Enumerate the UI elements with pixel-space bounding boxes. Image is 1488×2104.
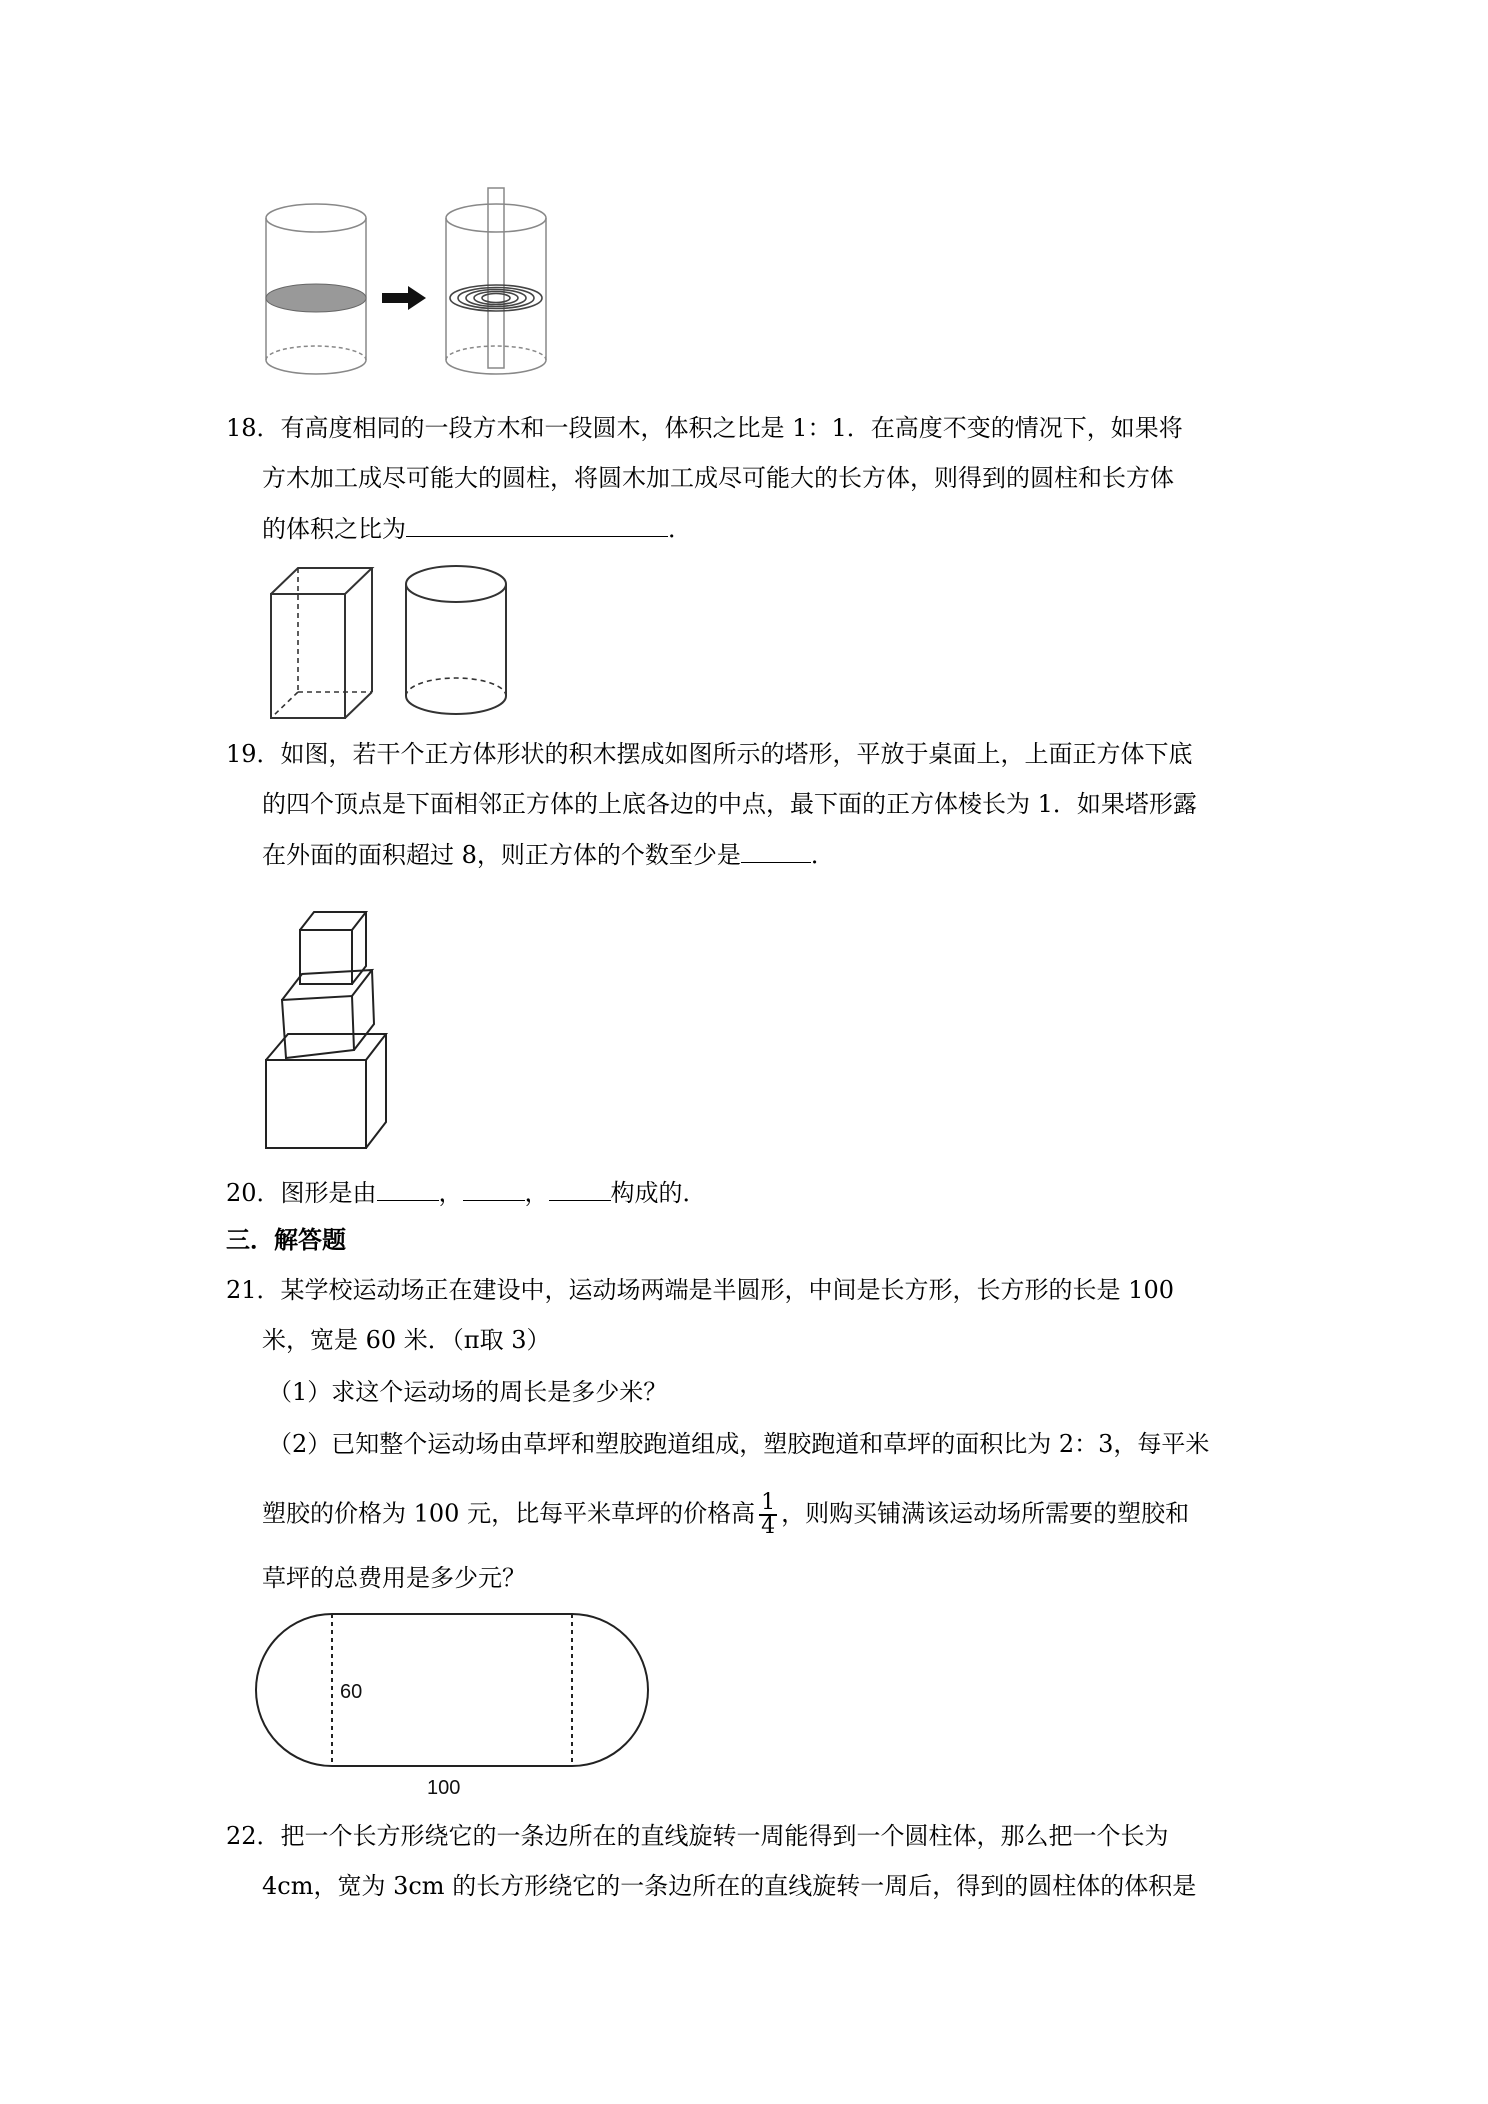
q19-line3: 在外面的面积超过 8，则正方体的个数至少是 ． [262,838,835,871]
q19-number: 19． [226,740,281,768]
q18-line3: 的体积之比为 ． [262,512,692,545]
cube-tower-figure [262,900,402,1150]
box-and-cylinder-figure [266,562,516,722]
q21-sub2-line2: 塑胶的价格为 100 元，比每平米草坪的价格高 $\frac{1}{4}$ ，则购买铺满该运动场所需要的塑胶和 [262,1490,1190,1539]
q21-line1: 21．某学校运动场正在建设中，运动场两端是半圆形，中间是长方形，长方形的长是 100 [226,1276,1174,1304]
q18-line1: 18．有高度相同的一段方木和一段圆木，体积之比是 1：1．在高度不变的情况下，如果将 [226,414,1183,442]
q21-line2: 米，宽是 60 米．（π取 3） [262,1326,551,1354]
q18-line2: 方木加工成尽可能大的圆柱，将圆木加工成尽可能大的长方体，则得到的圆柱和长方体 [262,464,1174,492]
q22-line2: 4cm，宽为 3cm 的长方形绕它的一条边所在的直线旋转一周后，得到的圆柱体的体积是 [262,1872,1197,1900]
q20-blank-2[interactable] [463,1176,525,1201]
q21-sub2-line1: （2）已知整个运动场由草坪和塑胶跑道组成，塑胶跑道和草坪的面积比为 2：3，每平米 [268,1430,1210,1458]
q21-fraction: $\frac{1}{4}$ [761,1490,776,1539]
q19-line2: 的四个顶点是下面相邻正方体的上底各边的中点，最下面的正方体棱长为 1．如果塔形露 [262,790,1197,818]
q22-number: 22． [226,1822,281,1850]
q20-blank-1[interactable] [377,1176,439,1201]
q20-line: 20．图形是由 ， ， 构成的． [226,1176,707,1209]
section-heading: 三．解答题 [226,1225,346,1254]
q21-sub2-line3: 草坪的总费用是多少元？ [262,1564,526,1592]
q18-answer-blank[interactable] [406,512,668,537]
track-length-label: 100 [427,1777,461,1799]
cylinder-rotation-figure [262,188,572,388]
track-width-label: 60 [340,1681,363,1703]
q21-number: 21． [226,1276,281,1304]
q19-answer-blank[interactable] [741,838,811,863]
q18-number: 18． [226,414,281,442]
q20-number: 20． [226,1179,281,1207]
q20-blank-3[interactable] [549,1176,611,1201]
q22-line1: 22．把一个长方形绕它的一条边所在的直线旋转一周能得到一个圆柱体，那么把一个长为 [226,1822,1169,1850]
q21-sub1: （1）求这个运动场的周长是多少米？ [268,1378,668,1406]
running-track-figure [262,1608,662,1798]
q19-line1: 19．如图，若干个正方体形状的积木摆成如图所示的塔形，平放于桌面上，上面正方体下底 [226,740,1193,768]
